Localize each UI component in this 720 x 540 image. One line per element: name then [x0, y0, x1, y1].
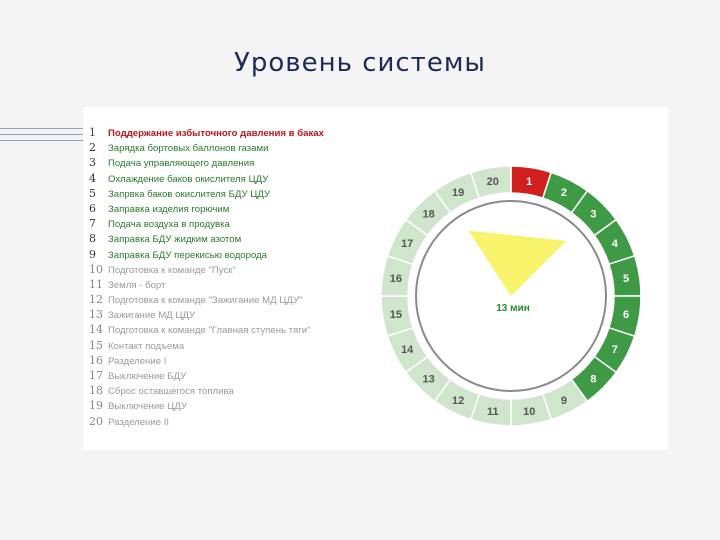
step-number: 4	[89, 171, 96, 185]
dial-segment-label: 16	[389, 272, 403, 285]
step-number: 6	[89, 201, 96, 215]
step-number: 16	[89, 353, 103, 367]
step-item	[89, 353, 324, 368]
dial-segment-label: 14	[401, 343, 414, 356]
step-item	[89, 292, 324, 307]
dial-segment-label: 11	[486, 406, 499, 419]
step-label: Заправка изделия горючим	[108, 203, 230, 215]
dial-segment-label: 20	[486, 175, 499, 188]
step-label: Заправка БДУ перекисью водорода	[108, 249, 268, 261]
step-number: 1	[89, 126, 96, 139]
dial-segment-label: 19	[451, 187, 465, 200]
step-label: Подача управляющего давления	[108, 158, 255, 170]
step-item	[89, 277, 324, 292]
dial-segment-label: 12	[451, 394, 465, 407]
step-item	[89, 155, 324, 170]
step-number: 13	[89, 308, 103, 322]
step-label: Разделение II	[108, 416, 170, 428]
slide-title: Уровень системы	[234, 48, 486, 78]
step-item	[89, 186, 324, 201]
dial-segment-label: 6	[623, 309, 630, 322]
step-item	[89, 322, 324, 337]
dial-segment-label: 7	[611, 343, 618, 356]
dial-segment-label: 3	[590, 208, 597, 221]
step-number: 11	[89, 277, 103, 291]
step-number: 20	[89, 414, 103, 428]
step-list	[89, 125, 324, 429]
step-label: Заправка БДУ жидким азотом	[108, 234, 242, 246]
step-number: 2	[89, 141, 96, 155]
step-number: 12	[89, 293, 103, 307]
step-item	[89, 231, 324, 246]
step-item	[89, 383, 324, 398]
step-number: 17	[89, 369, 103, 382]
step-label: Подготовка к команде "Главная ступень тяги"	[108, 325, 311, 337]
step-number: 10	[89, 262, 103, 276]
step-item	[89, 368, 324, 383]
step-label: Сброс оставшегося топлива	[108, 386, 234, 398]
step-item	[89, 216, 324, 231]
step-label: Поддержание избыточного давления в баках	[108, 128, 324, 139]
dial-segment-label: 4	[611, 238, 618, 251]
step-label: Зажигание МД ЦДУ	[108, 310, 196, 322]
dial-segment-label: 15	[389, 309, 403, 322]
dial-segment-label: 13	[422, 373, 435, 386]
step-item	[89, 125, 324, 140]
step-item	[89, 171, 324, 186]
step-number: 9	[89, 247, 96, 261]
step-label: Земля - борт	[108, 279, 166, 291]
step-number: 15	[89, 338, 103, 352]
step-number: 5	[89, 186, 96, 200]
step-item	[89, 414, 324, 429]
dial-segment-label: 17	[401, 238, 414, 251]
step-item	[89, 338, 324, 353]
timer-label: 13 мин	[496, 303, 530, 314]
dial-segment-label: 8	[590, 373, 597, 386]
dial-segment-label: 2	[560, 187, 567, 200]
step-label: Разделение I	[108, 355, 167, 367]
dial-segment-label: 10	[523, 406, 536, 419]
dial-segment-label: 18	[422, 208, 435, 221]
step-item	[89, 398, 324, 413]
content-panel	[83, 107, 668, 450]
step-item	[89, 201, 324, 216]
step-item	[89, 262, 324, 277]
step-label: Запрвка баков окислителя БДУ ЦДУ	[108, 188, 271, 200]
step-item	[89, 247, 324, 262]
step-label: Подача воздуха в продувка	[108, 219, 230, 231]
step-number: 14	[89, 323, 103, 337]
step-number: 7	[89, 217, 96, 231]
dial-segment-label: 5	[623, 272, 630, 285]
step-label: Выключение ЦДУ	[108, 401, 187, 413]
sequence-dial	[368, 142, 658, 442]
step-label: Зарядка бортовых баллонов газами	[108, 143, 269, 155]
step-label: Подготовка к команде "Пуск"	[108, 264, 236, 276]
step-number: 19	[89, 399, 103, 413]
step-label: Выключение БДУ	[108, 371, 187, 382]
step-number: 8	[89, 232, 96, 246]
step-label: Подготовка к команде "Зажигание МД ЦДУ"	[108, 295, 303, 307]
step-item	[89, 140, 324, 155]
step-item	[89, 307, 324, 322]
step-number: 18	[89, 384, 103, 398]
step-label: Контакт подъема	[108, 340, 185, 352]
step-number: 3	[89, 156, 96, 170]
step-label: Охлаждение баков окислителя ЦДУ	[108, 173, 269, 185]
dial-segment-label: 1	[526, 175, 533, 188]
dial-segment-label: 9	[560, 394, 567, 407]
